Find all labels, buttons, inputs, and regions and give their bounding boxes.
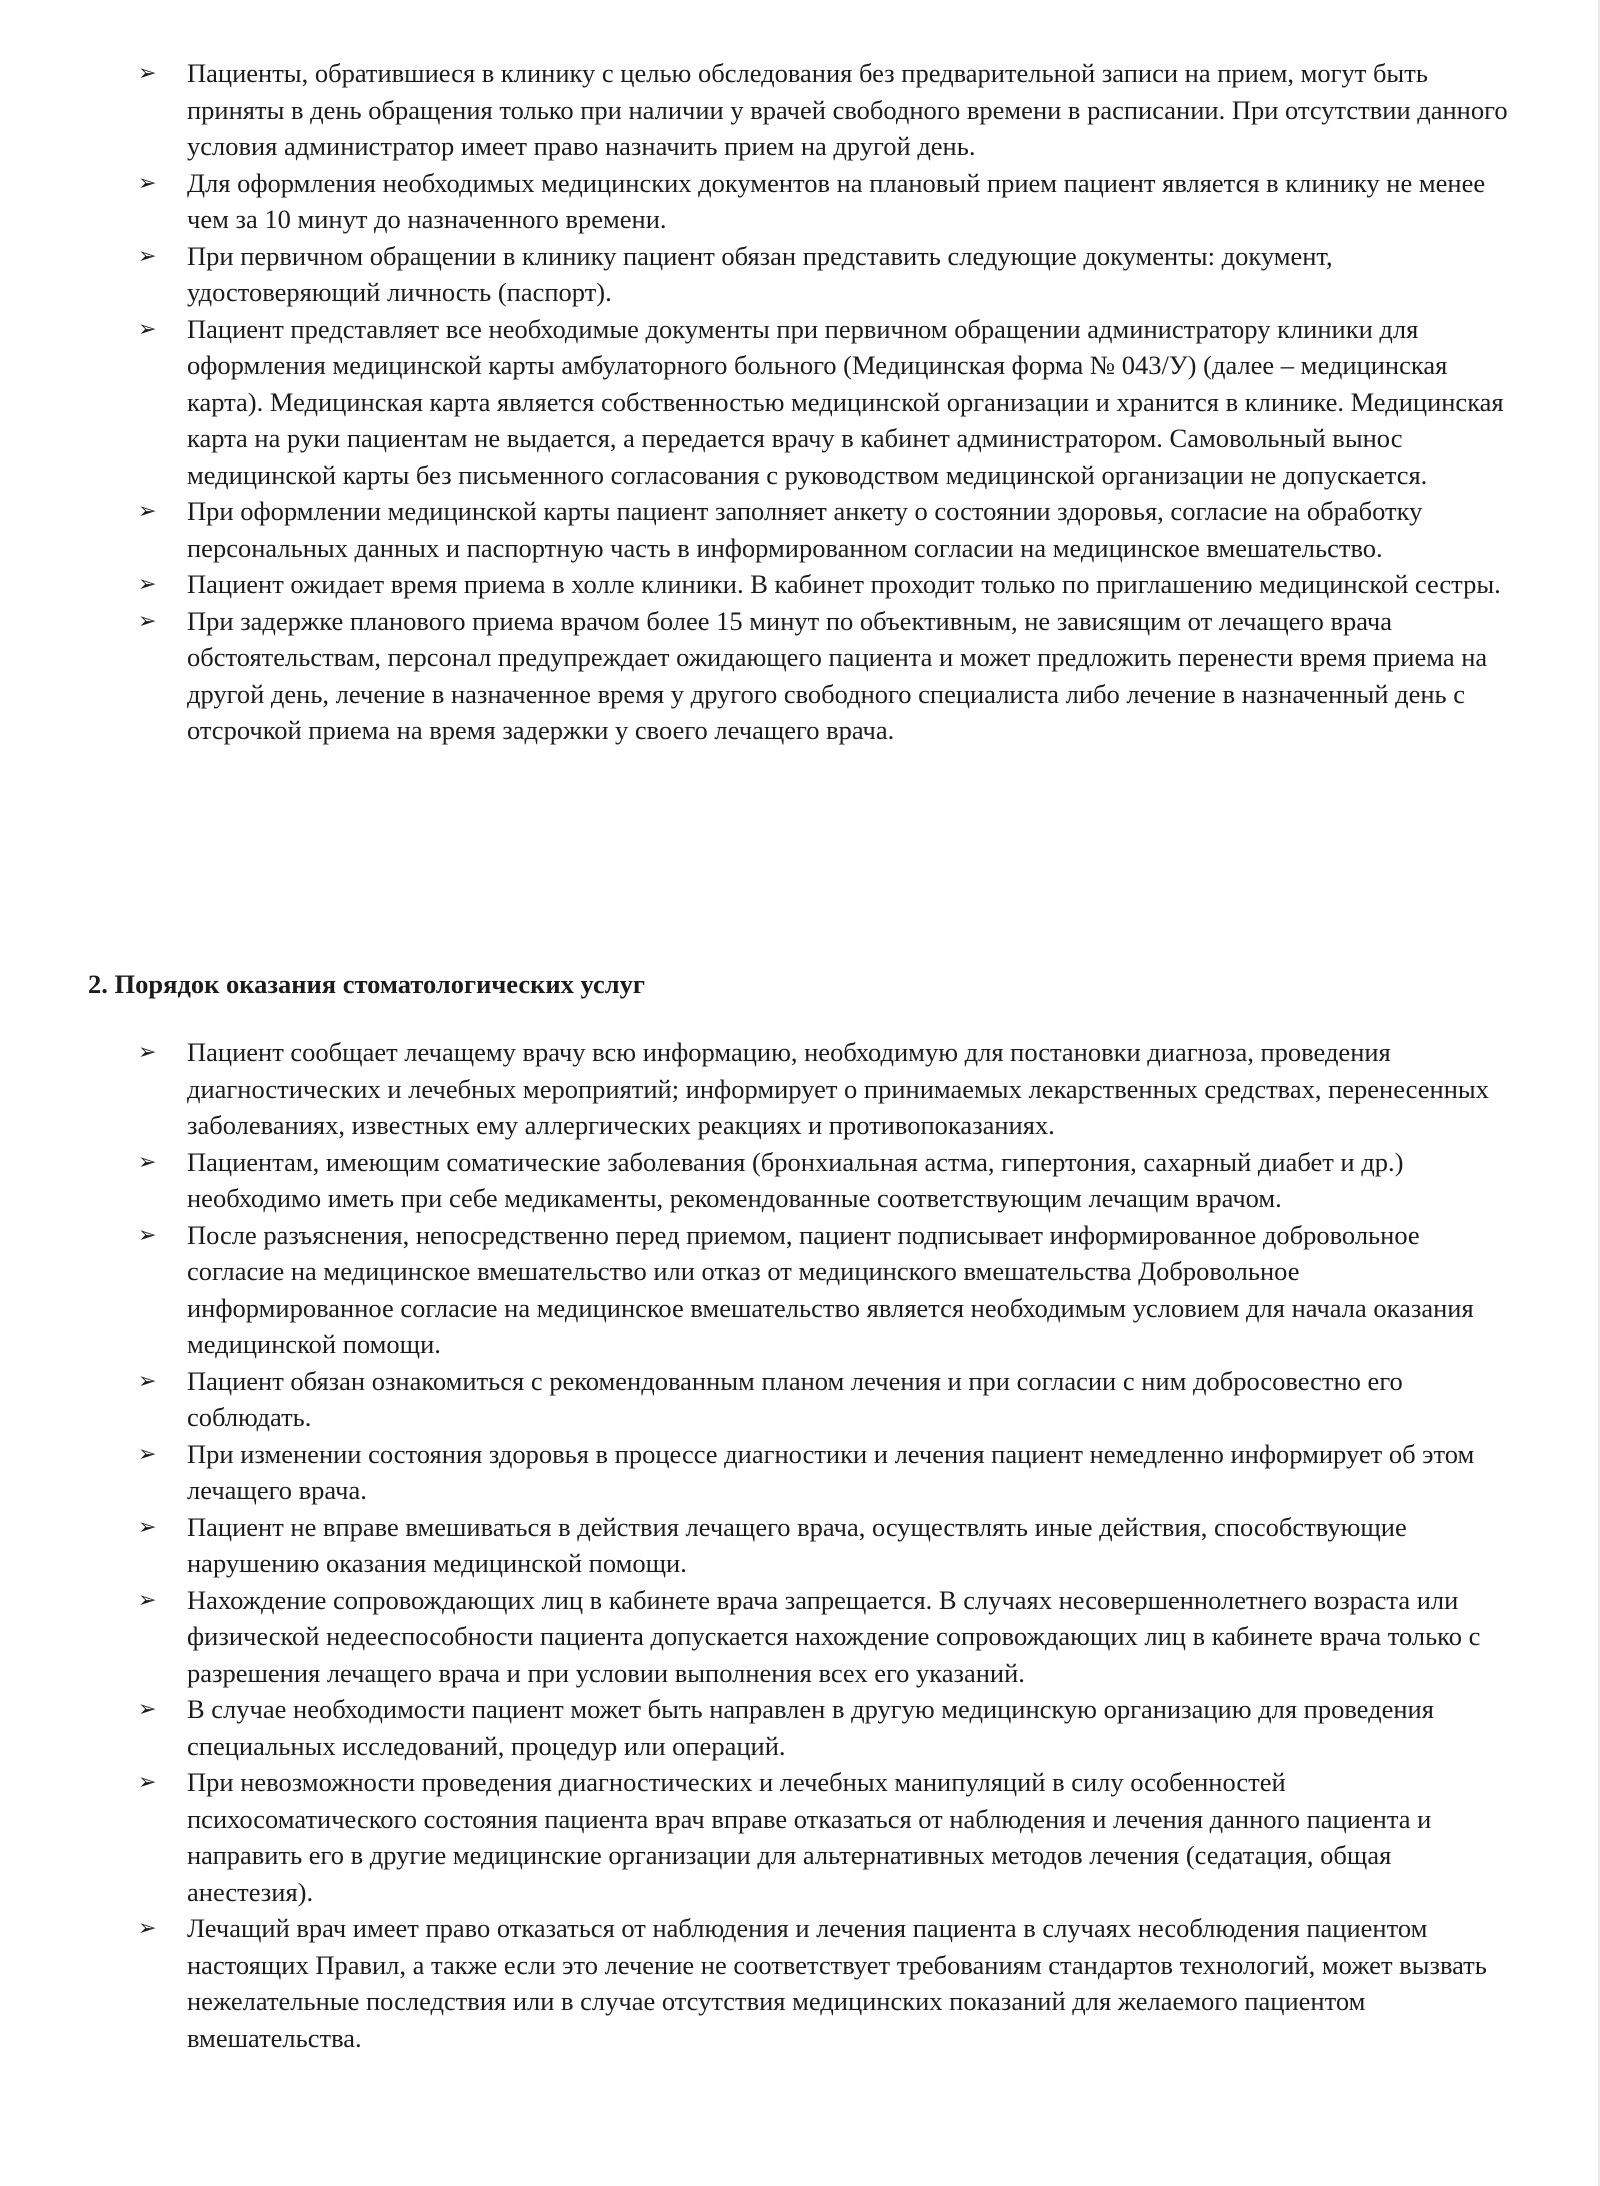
list-item-text: Лечащий врач имеет право отказаться от наблюдения и лечения пациента в случаях несоблюдения пациентом настоящих Правил, а также если это лечение не соответствует требованиям стандартов технологий, может вызвать нежелательные последствия или в случае отсутствия медицинских показаний для желаемого пациентом вмешательства. [187,1913,1487,2053]
arrow-bullet-icon: ➢ [138,607,157,633]
list-item [0,311,1600,494]
list-item [0,1691,1600,1764]
list-item [0,603,1600,749]
list-item-text: При изменении состояния здоровья в процессе диагностики и лечения пациент немедленно информирует об этом лечащего врача. [187,1438,1475,1505]
list-item [0,1436,1600,1509]
arrow-bullet-icon: ➢ [138,315,157,341]
list-item-text: Пациент обязан ознакомиться с рекомендованным планом лечения и при согласии с ним добросовестно его соблюдать. [187,1365,1403,1432]
arrow-bullet-icon: ➢ [138,60,157,85]
list-item-text: При задержке планового приема врачом более 15 минут по объективным, не зависящим от лечащего врача обстоятельствам, персонал предупреждает ожидающего пациента и может предложить перенести время приема на другой день, лечение в назначенное время у другого свободного специалиста либо лечение в назначенный день с отсрочкой приема на время задержки у своего лечащего врача. [187,605,1488,745]
arrow-bullet-icon: ➢ [138,1915,157,1940]
list-item [0,1217,1600,1363]
arrow-bullet-icon: ➢ [138,1696,157,1721]
list-item-text: Пациент сообщает лечащему врачу всю информацию, необходимую для постановки диагноза, проведения диагностических и лечебных мероприятий; информирует о принимаемых лекарственных средствах, перенесенных заболеваниях, известных ему аллергических реакциях и противопоказаниях. [187,1037,1489,1140]
list-item-text: Пациенты, обратившиеся в клинику с целью обследования без предварительной записи на прием, могут быть приняты в день обращения только при наличии у врачей свободного времени в расписании. При отсутствии данного условия администратор имеет право назначить прием на другой день. [187,58,1508,161]
list-item [0,1582,1600,1692]
list-item-text: При оформлении медицинской карты пациент заполняет анкету о состоянии здоровья, согласие на обработку персональных данных и паспортную часть в информированном согласии на медицинское вмешательство. [187,496,1423,563]
list-item [0,1910,1600,2056]
list-item [0,55,1600,165]
list-item [0,1509,1600,1582]
list-item-text: Пациент представляет все необходимые документы при первичном обращении администратору клиники для оформления медицинской карты амбулаторного больного (Медицинская форма № 043/У) (далее – медицинская карта). Медицинская карта является собственностью медицинской организации и хранится в клинике. Медицинская карта на руки пациентам не выдается, а передается врачу в кабинет администратором. Самовольный вынос медицинской карты без письменного согласования с руководством медицинской организации не допускается. [187,313,1504,490]
section-2-heading: 2. Порядок оказания стоматологических услуг [88,969,645,999]
list-item-text: После разъяснения, непосредственно перед приемом, пациент подписывает информированное добровольное согласие на медицинское вмешательство или отказ от медицинского вмешательства Добровольное информированное согласие на медицинское вмешательство является необходимым условием для начала оказания медицинской помощи. [187,1219,1474,1359]
arrow-bullet-icon: ➢ [138,498,157,523]
list-item-text: Пациент не вправе вмешиваться в действия лечащего врача, осуществлять иные действия, способствующие нарушению оказания медицинской помощи. [187,1511,1407,1578]
list-item [0,1144,1600,1217]
arrow-bullet-icon: ➢ [138,1367,157,1393]
list-item [0,493,1600,566]
list-item-text: Пациент ожидает время приема в холле клиники. В кабинет проходит только по приглашению медицинской сестры. [187,569,1501,599]
section-2-list [0,1034,1600,2056]
section-1-list [0,55,1600,749]
list-item-text: Для оформления необходимых медицинских документов на плановый прием пациент является в клинику не менее чем за 10 минут до назначенного времени. [187,167,1486,234]
arrow-bullet-icon: ➢ [138,1221,157,1247]
list-item [0,238,1600,311]
list-item [0,165,1600,238]
arrow-bullet-icon: ➢ [138,1586,157,1612]
list-item-text: Пациентам, имеющим соматические заболевания (бронхиальная астма, гипертония, сахарный диабет и др.) необходимо иметь при себе медикаменты, рекомендованные соответствующим лечащим врачом. [187,1146,1404,1213]
arrow-bullet-icon: ➢ [138,1039,157,1064]
arrow-bullet-icon: ➢ [138,1769,157,1794]
list-item [0,566,1600,603]
list-item [0,1764,1600,1910]
list-item [0,1363,1600,1436]
list-item [0,1034,1600,1144]
list-item-text: Нахождение сопровождающих лиц в кабинете врача запрещается. В случаях несовершеннолетнего возраста или физической недееспособности пациента допускается нахождение сопровождающих лиц в кабинете врача только с разрешения лечащего врача и при условии выполнения всех его указаний. [187,1584,1481,1688]
arrow-bullet-icon: ➢ [138,571,157,596]
list-item-text: При невозможности проведения диагностических и лечебных манипуляций в силу особенностей психосоматического состояния пациента врач вправе отказаться от наблюдения и лечения данного пациента и направить его в другие медицинские организации для альтернативных методов лечения (седатация, общая анестезия). [187,1767,1432,1907]
arrow-bullet-icon: ➢ [138,169,157,195]
arrow-bullet-icon: ➢ [138,1440,157,1466]
arrow-bullet-icon: ➢ [138,242,157,268]
list-item-text: В случае необходимости пациент может быть направлен в другую медицинскую организацию для проведения специальных исследований, процедур или операций. [187,1694,1434,1761]
arrow-bullet-icon: ➢ [138,1513,157,1539]
list-item-text: При первичном обращении в клинику пациент обязан представить следующие документы: документ, удостоверяющий личность (паспорт). [187,240,1333,307]
arrow-bullet-icon: ➢ [138,1148,157,1174]
